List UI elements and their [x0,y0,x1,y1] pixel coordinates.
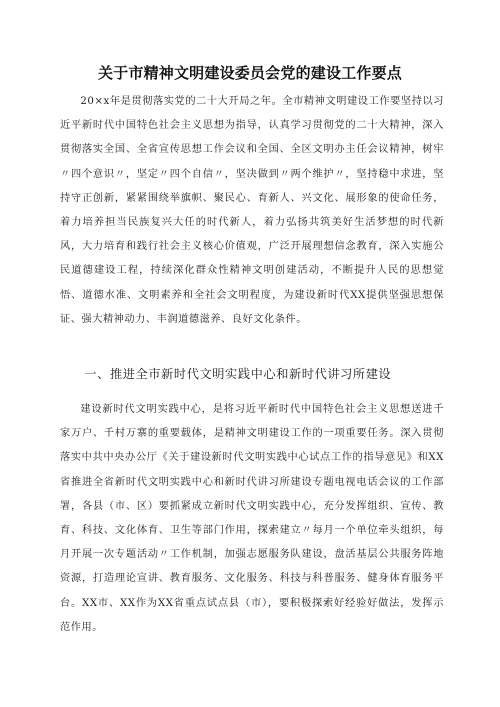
document-title: 关于市精神文明建设委员会党的建设工作要点 [97,64,402,82]
section-paragraph: 建设新时代文明实践中心，是将习近平新时代中国特色社会主义思想送进千家万户、千村万寨的重要载体，是精神文明建设工作的一项重要任务。深入贯彻落实中共中央办公厅《关于建设新时代文明实践中心试点工作的指导意见》和XX省推进全省新时代文明实践中心和新时代讲习所建设专题电视电话会议的工作部署，各县（市、区）要抓紧成立新时代文明实践中心，充分发挥组织、宣传、教育、科技、文化体育、卫生等部门作用，探索建立〃每月一个单位牵头组织，每月开展一次专题活动〃工作机制，加强志愿服务队建设，盘活基层公共服务阵地资源，打造理论宣讲、教育服务、文化服务、科技与科普服务、健身体育服务平台。XX市、XX作为XX省重点试点县（市），要积极探索好经验好做法，发挥示范作用。 [60,404,444,633]
section-heading: 一、推进全市新时代文明实践中心和新时代讲习所建设 [84,367,392,381]
intro-paragraph: 20×x年是贯彻落实党的二十大开局之年。全市精神文明建设工作要坚持以习近平新时代中国特色社会主义思想为指导，认真学习贯彻党的二十大精神，深入贯彻落实全国、全省宣传思想工作会议和全国、全区文明办主任会议精神，树牢〃四个意识〃，坚定〃四个自信〃，坚决做到〃两个维护〃，坚持稳中求进，坚持守正创新，紧紧围绕举旗帜、聚民心、育新人、兴文化、展形象的使命任务，着力培养担当民族复兴大任的时代新人，着力弘扬共筑美好生活梦想的时代新风，大力培育和践行社会主义核心价值观，广泛开展理想信念教育，深入实施公民道德建设工程，持续深化群众性精神文明创建活动，不断提升人民的思想觉悟、道德水准、文明素养和全社会文明程度，为建设新时代XX提供坚强思想保证、强大精神动力、丰润道德滋养、良好文化条件。 [60,96,444,325]
